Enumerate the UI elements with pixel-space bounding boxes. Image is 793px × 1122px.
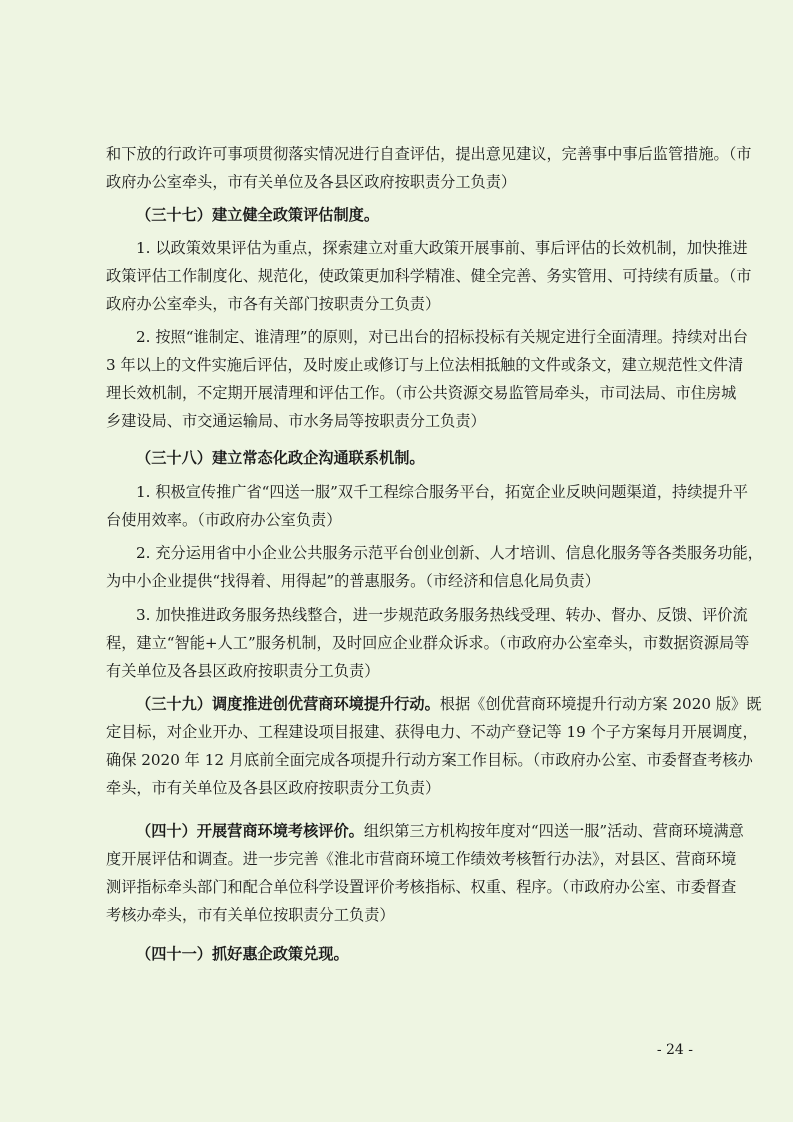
section-body-text: 组织第三方机构按年度对“四送一服”活动、营商环境满意 — [363, 822, 744, 840]
section-heading-text: （三十九）调度推进创优营商环境提升行动。 — [136, 695, 440, 713]
paragraph-line: 为中小企业提供“找得着、用得起”的普惠服务。（市经济和信息化局负责） — [106, 572, 600, 590]
paragraph-line: 3. 加快推进政务服务热线整合，进一步规范政务服务热线受理、转办、督办、反馈、评价流 — [136, 606, 748, 624]
paragraph-line: 2. 按照“谁制定、谁清理”的原则，对已出台的招标投标有关规定进行全面清理。持续对出台 — [136, 328, 748, 346]
paragraph-line: 理长效机制，不定期开展清理和评估工作。（市公共资源交易监管局牵头，市司法局、市住房城 — [106, 384, 737, 402]
paragraph-line: 政策评估工作制度化、规范化，使政策更加科学精准、健全完善、务实管用、可持续有质量。（市 — [106, 267, 752, 285]
paragraph-line: 3 年以上的文件实施后评估，及时废止或修订与上位法相抵触的文件或条文，建立规范性文件清 — [106, 356, 744, 374]
section-heading-line — [136, 817, 744, 845]
paragraph-line: 考核办牵头，市有关单位按职责分工负责） — [106, 906, 395, 924]
paragraph-line: 2. 充分运用省中小企业公共服务示范平台创业创新、人才培训、信息化服务等各类服务功能， — [136, 544, 763, 562]
section-body-text: 根据《创优营商环境提升行动方案 2020 版》既 — [439, 695, 762, 713]
paragraph-line: 有关单位及各县区政府按职责分工负责） — [106, 662, 380, 680]
paragraph-line: 和下放的行政许可事项贯彻落实情况进行自查评估，提出意见建议，完善事中事后监管措施。（市 — [106, 145, 752, 163]
paragraph-line: 测评指标牵头部门和配合单位科学设置评价考核指标、权重、程序。（市政府办公室、市委督查 — [106, 878, 737, 896]
section-heading-text: （四十一）抓好惠企政策兑现。 — [136, 945, 349, 963]
section-heading-text: （三十八）建立常态化政企沟通联系机制。 — [136, 449, 425, 467]
section-heading-line — [136, 690, 762, 718]
section-heading-text: （四十）开展营商环境考核评价。 — [136, 822, 364, 840]
section-heading — [136, 201, 686, 229]
paragraph-line: 1. 积极宣传推广省“四送一服”双千工程综合服务平台，拓宽企业反映问题渠道，持续提升平 — [136, 483, 748, 501]
paragraph-line: 台使用效率。（市政府办公室负责） — [106, 511, 342, 529]
paragraph-line: 政府办公室牵头，市各有关部门按职责分工负责） — [106, 295, 441, 313]
paragraph-line: 政府办公室牵头，市有关单位及各县区政府按职责分工负责） — [106, 173, 517, 191]
section-heading-text: （三十七）建立健全政策评估制度。 — [136, 206, 379, 224]
paragraph-line: 程，建立“智能+人工”服务机制，及时回应企业群众诉求。（市政府办公室牵头，市数据资源局等 — [106, 634, 750, 652]
paragraph-line: 定目标，对企业开办、工程建设项目报建、获得电力、不动产登记等 19 个子方案每月开展调度， — [106, 723, 758, 741]
paragraph-line: 牵头，市有关单位及各县区政府按职责分工负责） — [106, 779, 441, 797]
section-heading — [136, 444, 686, 472]
paragraph-line: 乡建设局、市交通运输局、市水务局等按职责分工负责） — [106, 412, 486, 430]
paragraph-line: 1. 以政策效果评估为重点，探索建立对重大政策开展事前、事后评估的长效机制，加快推进 — [136, 239, 748, 257]
paragraph-line: 度开展评估和调查。进一步完善《淮北市营商环境工作绩效考核暂行办法》，对县区、营商环境 — [106, 850, 737, 868]
section-heading — [136, 940, 686, 968]
page-number: - 24 - — [656, 1042, 693, 1058]
paragraph-line: 确保 2020 年 12 月底前全面完成各项提升行动方案工作目标。（市政府办公室、市委督查考核办 — [106, 751, 753, 769]
